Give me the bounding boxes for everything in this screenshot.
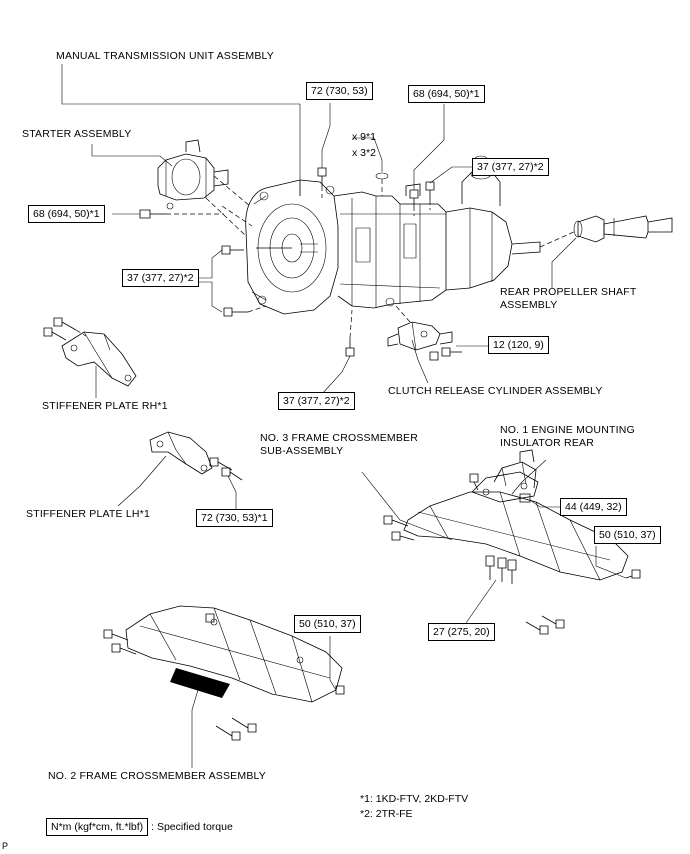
note-qty-x9: x 9*1: [352, 131, 376, 143]
callout-torque-37-377-27-left: 37 (377, 27)*2: [122, 269, 199, 287]
label-stiffener-plate-lh: STIFFENER PLATE LH*1: [26, 508, 151, 520]
callout-torque-68-694-50-left: 68 (694, 50)*1: [28, 205, 105, 223]
callout-torque-72-730-53-1: 72 (730, 53)*1: [196, 509, 273, 527]
callout-torque-50-510-37-right: 50 (510, 37): [594, 526, 661, 544]
footnote-1: *1: 1KD-FTV, 2KD-FTV: [360, 793, 469, 805]
footnote-2: *2: 2TR-FE: [360, 808, 413, 820]
callout-torque-72-730-53: 72 (730, 53): [306, 82, 373, 100]
starter-assembly: [140, 140, 252, 236]
callout-torque-37-377-27-bottom: 37 (377, 27)*2: [278, 392, 355, 410]
transmission-assembly: [246, 156, 540, 314]
rear-propeller-shaft: [540, 216, 672, 247]
stiffener-plate-rh: [44, 318, 136, 386]
clutch-release-cylinder: [388, 306, 462, 360]
callout-torque-27-275-20: 27 (275, 20): [428, 623, 495, 641]
callout-torque-44-449-32: 44 (449, 32): [560, 498, 627, 516]
callout-torque-68-694-50-top: 68 (694, 50)*1: [408, 85, 485, 103]
note-qty-x3: x 3*2: [352, 147, 376, 159]
label-no2-frame-crossmember-assembly: NO. 2 FRAME CROSSMEMBER ASSEMBLY: [48, 770, 266, 782]
legend-unit-box: N*m (kgf*cm, ft.*lbf): [46, 818, 148, 836]
legend-description: : Specified torque: [148, 821, 233, 833]
legend: [46, 818, 233, 836]
label-starter-assembly: STARTER ASSEMBLY: [22, 128, 132, 140]
page-corner-mark: P: [2, 841, 9, 851]
label-no3-frame-crossmember-sub-assembly: NO. 3 FRAME CROSSMEMBER SUB-ASSEMBLY: [260, 432, 419, 457]
label-rear-propeller-shaft-assembly: REAR PROPELLER SHAFT ASSEMBLY: [500, 286, 637, 311]
label-stiffener-plate-rh: STIFFENER PLATE RH*1: [42, 400, 168, 412]
callout-torque-12-120-9: 12 (120, 9): [488, 336, 549, 354]
callout-torque-37-377-27-right: 37 (377, 27)*2: [472, 158, 549, 176]
label-no1-engine-mounting-insulator-rear: NO. 1 ENGINE MOUNTING INSULATOR REAR: [500, 424, 635, 449]
stiffener-plate-lh: [150, 432, 242, 480]
label-clutch-release-cylinder-assembly: CLUTCH RELEASE CYLINDER ASSEMBLY: [388, 385, 603, 397]
callout-torque-50-510-37-left: 50 (510, 37): [294, 615, 361, 633]
label-manual-transmission-unit-assembly: MANUAL TRANSMISSION UNIT ASSEMBLY: [56, 50, 275, 62]
